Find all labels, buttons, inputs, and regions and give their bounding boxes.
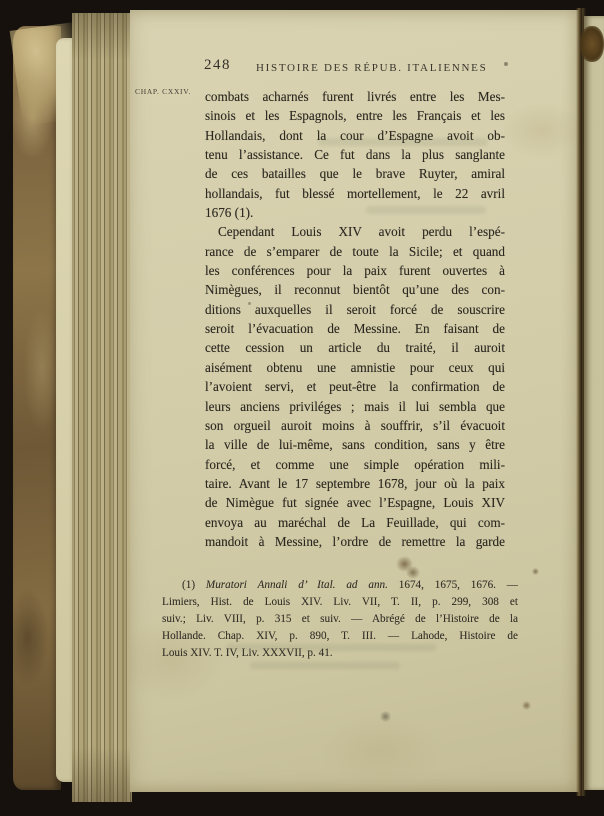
ink-stain [532, 568, 539, 575]
footnote-line-rest: 1674, 1675, 1676. — [387, 579, 518, 591]
book-page [130, 10, 582, 792]
text-line: combats acharnés furent livrés entre les Mes- [205, 89, 505, 104]
text-line: la ville de lui-même, sans condition, sans y être [205, 437, 505, 453]
text-line: tenu l’assistance. Ce fut dans la plus sanglante [205, 147, 505, 163]
text-line: envoya au maréchal de La Feuillade, qui com- [205, 514, 505, 530]
text-line: les conférences pour la paix furent ouvertes à [205, 263, 505, 279]
bleedthrough-ghost [250, 662, 400, 669]
ink-stain [522, 701, 531, 710]
ink-stain [406, 566, 420, 579]
page-number: 248 [204, 57, 231, 73]
footnote-line: suiv.; Liv. VIII, p. 315 et suiv. — Abrégé de l’Histoire de la [162, 612, 518, 625]
facing-page-sliver [584, 16, 604, 790]
text-line: ditions auxquelles il seroit forcé de souscrire [205, 301, 505, 317]
ink-stain [380, 711, 391, 722]
text-line: taire. Avant le 17 septembre 1678, jour où la paix [205, 475, 505, 491]
book-cover-edge [13, 26, 61, 790]
text-line: rance de s’emparer de toute la Sicile; et quand [205, 243, 505, 259]
body-text [205, 87, 505, 551]
text-line: 1676 (1). [205, 205, 254, 221]
text-line: mandoit à Messine, l’ordre de remettre la garde [205, 533, 505, 549]
text-line: de Nimègue fut signée avec l’Espagne, Louis XIV [205, 495, 505, 511]
text-line: son orgueil auroit moins à souffrir, s’il évacuoit [205, 417, 505, 433]
page-fore-edge [72, 13, 132, 802]
text-line: l’avoient servi, et peut-être la confirmation de [205, 379, 505, 395]
text-line: sinois et les Espagnols, entre les Français et les [205, 108, 505, 124]
text-line: cette cession un article du traité, il auroit [205, 340, 505, 356]
footnote-line: Louis XIV. T. IV, Liv. XXXVII, p. 41. [162, 646, 333, 659]
ink-stain [504, 62, 508, 66]
text-line: de ces batailles que le brave Ruyter, amiral [205, 166, 505, 182]
text-line: Cependant Louis XIV avoit perdu l’espé- [218, 224, 505, 240]
headband-stain [580, 26, 604, 62]
text-line: Hollandais, dont la cour d’Espagne avoit ob- [205, 127, 505, 143]
text-line: Nimègues, il reconnut bientôt qu’une des con- [205, 282, 505, 298]
footnote-line: Hollande. Chap. XIV, p. 890, T. III. — Lahode, Histoire de [162, 629, 518, 642]
bleedthrough-ghost [226, 644, 436, 651]
text-line: hollandais, fut blessé mortellement, le 22 avril [205, 185, 505, 201]
text-line: forcé, et comme une simple opération mili- [205, 456, 505, 472]
text-line: aisément obtenu une amnistie pour ceux qui [205, 359, 505, 375]
chapter-marginal-note: CHAP. CXXIV. [135, 87, 191, 96]
footnote-italic-reference: Muratori Annali d’ Ital. ad ann. [205, 579, 388, 591]
footnote-marker: (1) [182, 579, 206, 591]
text-line: leurs anciens priviléges ; mais il lui sembla que [205, 398, 505, 414]
text-line: seroit l’évacuation de Messine. En faisant de [205, 321, 505, 337]
ink-stain [248, 302, 251, 305]
bleedthrough-ghost [318, 138, 488, 146]
footnote-line [162, 577, 518, 594]
running-header: HISTOIRE DES RÉPUB. ITALIENNES [256, 62, 488, 74]
bleedthrough-ghost [366, 206, 486, 214]
footnote-line: Limiers, Hist. de Louis XIV. Liv. VII, T. II, p. 299, 308 et [162, 595, 518, 608]
